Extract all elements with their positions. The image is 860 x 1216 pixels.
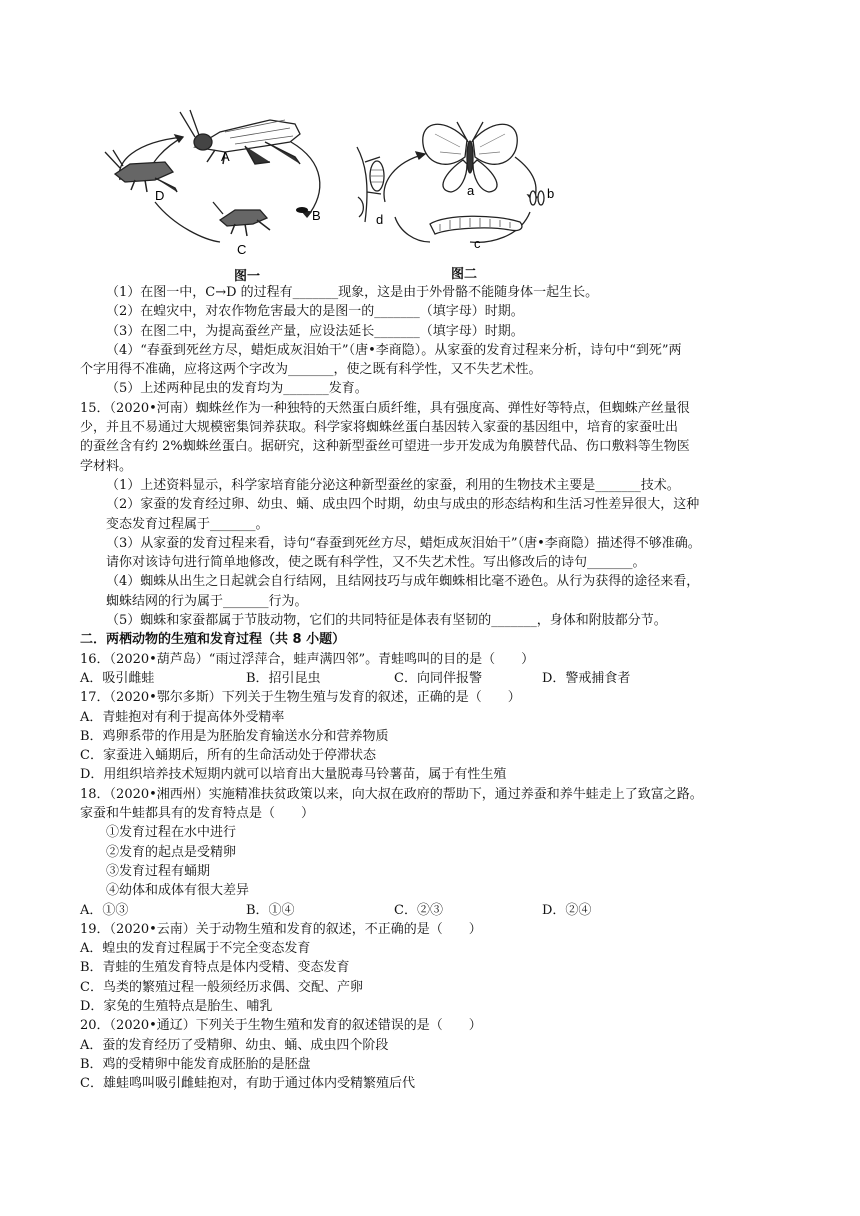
- q15-sub-4: （4）蜘蛛从出生之日起就会自行结网，且结网技巧与成年蜘蛛相比毫不逊色。从行为获得的途径来看，: [106, 574, 700, 590]
- q15-stem-1: 15．（2020•河南）蜘蛛丝作为一种独特的天然蛋白质纤维，具有强度高、弹性好等特点，但蜘蛛产丝量很: [80, 400, 690, 416]
- q14-sub-5: （5）上述两种昆虫的发育均为_______发育。: [106, 381, 368, 397]
- q16-option-d[interactable]: D．警戒捕食者: [542, 670, 631, 686]
- q16-option-c[interactable]: C．向同伴报警: [394, 670, 482, 686]
- silk-moth-adult: [423, 122, 517, 192]
- q18-item-4: ④幼体和成体有很大差异: [106, 883, 250, 899]
- q16-option-a[interactable]: A．吸引雌蛙: [80, 670, 155, 686]
- q19-option-a[interactable]: A．蝗虫的发育过程属于不完全变态发育: [80, 941, 311, 957]
- q14-sub-3: （3）在图二中，为提高蚕丝产量，应设法延长_______（填字母）时期。: [106, 323, 524, 339]
- q18-option-c[interactable]: C．②③: [394, 902, 443, 918]
- q16-options: [80, 669, 792, 688]
- q18-option-b[interactable]: B．①④: [246, 902, 295, 918]
- q17-option-c[interactable]: C．家蚕进入蛹期后，所有的生命活动处于停滞状态: [80, 748, 376, 764]
- q17-option-a[interactable]: A．青蛙抱对有利于提高体外受精率: [80, 709, 285, 725]
- q18-option-d[interactable]: D．②④: [542, 902, 592, 918]
- figure-two-silkworm-cycle: [357, 122, 544, 242]
- q18-item-1: ①发育过程在水中进行: [106, 825, 237, 841]
- fig1-label-d: D: [155, 188, 165, 203]
- grasshopper-adult: [180, 110, 300, 164]
- grasshopper-nymph-d: [105, 150, 177, 192]
- q14-sub-4b: 个字用得不准确，应将这两个字改为_______，使之既有科学性，又不失艺术性。: [80, 362, 542, 378]
- q20-option-b[interactable]: B．鸡的受精卵中能发育成胚胎的是胚盘: [80, 1056, 311, 1072]
- q17-stem: 17．（2020•鄂尔多斯）下列关于生物生殖与发育的叙述，正确的是（ ）: [80, 690, 521, 706]
- fig2-label-c: c: [474, 236, 481, 251]
- fig1-label-b: B: [312, 208, 321, 223]
- q14-sub-2: （2）在蝗灾中，对农作物危害最大的是图一的_______（填字母）时期。: [106, 304, 524, 320]
- q15-sub-3: （3）从家蚕的发育过程来看，诗句“春蚕到死丝方尽，蜡炬成灰泪始干”（唐•李商隐）描述得不够准确。: [106, 535, 701, 551]
- q14-sub-4: （4）“春蚕到死丝方尽，蜡炬成灰泪始干”（唐•李商隐）。从家蚕的发育过程来分析，诗句中“到死”两: [106, 342, 682, 358]
- q18-stem-2: 家蚕和牛蛙都具有的发育特点是（ ）: [80, 806, 315, 822]
- life-cycle-figures: [95, 102, 655, 280]
- q15-stem-3: 的蚕丝含有约 2%蜘蛛丝蛋白。据研究，这种新型蚕丝可望进一步开发成为角膜替代品、伤口敷料等生物医: [80, 439, 690, 455]
- q20-option-a[interactable]: A．蚕的发育经历了受精卵、幼虫、蛹、成虫四个阶段: [80, 1037, 389, 1053]
- fig2-label-b: b: [547, 186, 555, 201]
- q15-sub-4b: 蜘蛛结网的行为属于_______行为。: [106, 593, 308, 609]
- silkworm-larva: [430, 216, 522, 234]
- fig1-label-c: C: [237, 242, 247, 257]
- figure-one-caption: 图一: [234, 269, 261, 284]
- figure-two-caption: 图二: [451, 267, 478, 282]
- grasshopper-nymph-c: [213, 202, 270, 236]
- section-two-heading: 二．两栖动物的生殖和发育过程（共 8 小题）: [80, 632, 346, 648]
- q15-sub-2: （2）家蚕的发育经过卵、幼虫、蛹、成虫四个时期，幼虫与成虫的形态结构和生活习性差异很大，这种: [106, 497, 700, 513]
- q15-sub-2b: 变态发育过程属于_______。: [106, 516, 269, 532]
- q14-sub-1: （1）在图一中，C→D 的过程有_______现象，这是由于外骨骼不能随身体一起生长。: [106, 285, 599, 300]
- q18-item-2: ②发育的起点是受精卵: [106, 844, 237, 860]
- q20-stem: 20．（2020•通辽）下列关于生物生殖和发育的叙述错误的是（ ）: [80, 1018, 482, 1034]
- q17-option-d[interactable]: D．用组织培养技术短期内就可以培育出大量脱毒马铃薯苗，属于有性生殖: [80, 767, 507, 783]
- fig2-label-a: a: [467, 183, 475, 198]
- q19-option-d[interactable]: D．家兔的生殖特点是胎生、哺乳: [80, 998, 273, 1014]
- q15-stem-4: 学材料。: [80, 458, 133, 474]
- q17-option-b[interactable]: B．鸡卵系带的作用是为胚胎发育输送水分和营养物质: [80, 728, 389, 744]
- q18-options: [80, 901, 792, 920]
- question-text: [80, 283, 792, 1093]
- q19-option-c[interactable]: C．鸟类的繁殖过程一般须经历求偶、交配、产卵: [80, 979, 363, 995]
- q16-option-b[interactable]: B．招引昆虫: [246, 670, 321, 686]
- q18-stem-1: 18．（2020•湘西州）实施精准扶贫政策以来，向大叔在政府的帮助下，通过养蚕和养牛蛙走上了致富之路。: [80, 786, 703, 802]
- q16-stem: 16．（2020•葫芦岛）“雨过浮萍合，蛙声满四邻”。青蛙鸣叫的目的是（ ）: [80, 651, 535, 667]
- q20-option-c[interactable]: C．雄蛙鸣叫吸引雌蛙抱对，有助于通过体内受精繁殖后代: [80, 1076, 415, 1092]
- fig2-label-d: d: [376, 212, 384, 227]
- figure-one-grasshopper-cycle: [105, 110, 320, 242]
- q18-option-a[interactable]: A．①③: [80, 902, 129, 918]
- q19-stem: 19．（2020•云南）关于动物生殖和发育的叙述，不正确的是（ ）: [80, 921, 482, 937]
- q18-item-3: ③发育过程有蛹期: [106, 863, 211, 879]
- q15-sub-5: （5）蜘蛛和家蚕都属于节肢动物，它们的共同特征是体表有坚韧的_______，身体和附肢都分节。: [106, 613, 667, 629]
- q19-option-b[interactable]: B．青蛙的生殖发育特点是体内受精、变态发育: [80, 960, 350, 976]
- q15-sub-1: （1）上述资料显示，科学家培育能分泌这种新型蚕丝的家蚕，利用的生物技术主要是_______技术。: [106, 477, 680, 493]
- q15-sub-3b: 请你对该诗句进行简单地修改，使之既有科学性，又不失艺术性。写出修改后的诗句_______。: [106, 555, 646, 571]
- q15-stem-2: 少，并且不易通过大规模密集饲养获取。科学家将蜘蛛丝蛋白基因转入家蚕的基因组中，培育的家蚕吐出: [80, 420, 679, 436]
- fig1-label-a: A: [221, 149, 230, 164]
- silkworm-pupa: [357, 147, 384, 222]
